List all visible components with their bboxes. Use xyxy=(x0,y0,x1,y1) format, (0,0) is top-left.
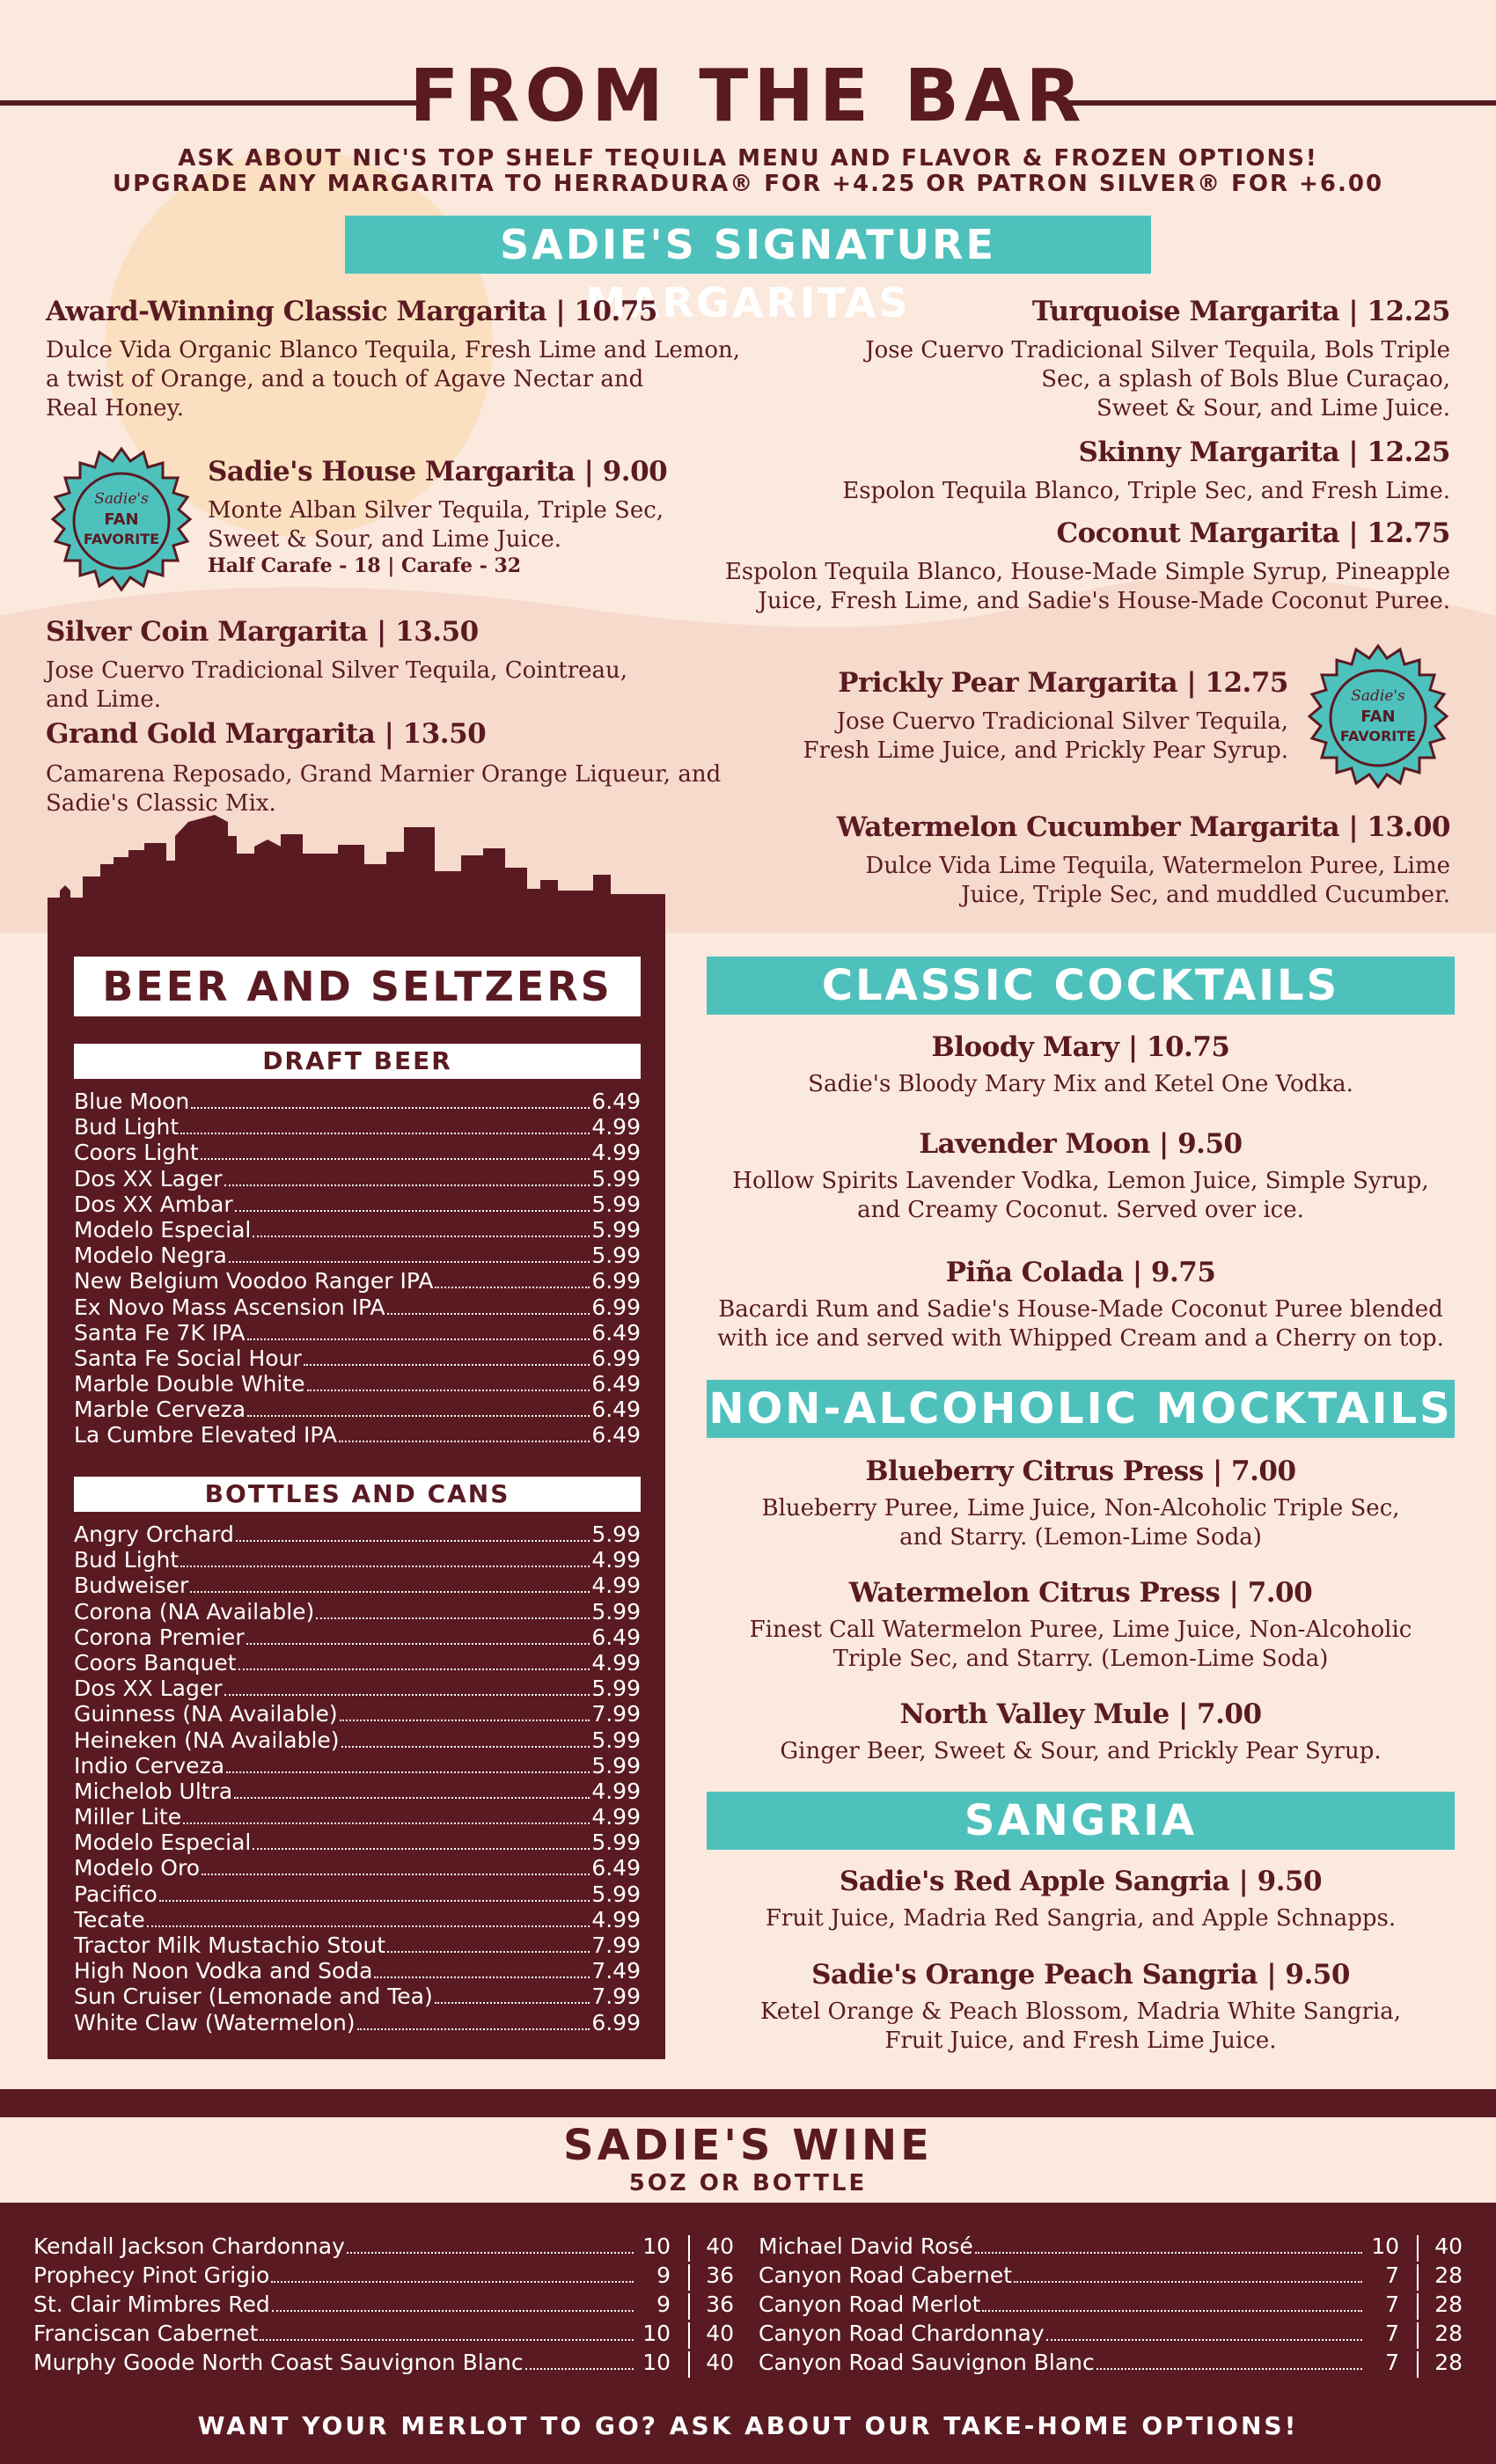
bottle-can-row xyxy=(74,1599,641,1624)
dot-leader xyxy=(387,1313,590,1315)
cocktail-item xyxy=(707,1031,1455,1099)
margarita-item xyxy=(208,456,736,577)
item-price: 6.99 xyxy=(591,1294,641,1320)
dot-leader xyxy=(347,2252,634,2254)
cocktail-title: Piña Colada | 9.75 xyxy=(945,1257,1216,1288)
item-price: 5.99 xyxy=(591,1191,641,1217)
draft-beer-row xyxy=(74,1346,641,1371)
item-price: 6.49 xyxy=(591,1624,641,1650)
bottle-can-row xyxy=(74,1830,641,1855)
margarita-item xyxy=(686,296,1450,423)
wine-name: Canyon Road Chardonnay xyxy=(759,2321,1045,2346)
item-price: 5.99 xyxy=(591,1830,641,1856)
dot-leader xyxy=(253,1848,590,1850)
dot-leader xyxy=(316,1617,590,1619)
item-price: 6.99 xyxy=(591,1345,641,1371)
cocktail-desc-line: with ice and served with Whipped Cream and a Cherry on top. xyxy=(717,1325,1444,1352)
dot-leader xyxy=(238,1668,590,1670)
draft-beer-row xyxy=(74,1320,641,1346)
wine-row xyxy=(759,2262,1463,2292)
cocktail-desc-line: Hollow Spirits Lavender Vodka, Lemon Juice, Simple Syrup, xyxy=(732,1168,1429,1194)
mocktail-desc-line: Blueberry Puree, Lime Juice, Non-Alcoholic Triple Sec, xyxy=(761,1495,1400,1522)
dot-leader xyxy=(190,1591,590,1593)
margarita-title: Silver Coin Margarita | 13.50 xyxy=(46,616,479,648)
draft-beer-row xyxy=(74,1089,641,1114)
margaritas-banner: SADIE'S SIGNATURE MARGARITAS xyxy=(345,216,1151,274)
wine-row xyxy=(33,2350,734,2379)
item-name: Ex Novo Mass Ascension IPA xyxy=(74,1294,385,1320)
dot-leader xyxy=(235,1210,590,1212)
dot-leader xyxy=(374,1976,590,1978)
bottle-can-row xyxy=(74,1624,641,1650)
badge-fan-text: FAN xyxy=(104,510,139,529)
wine-name: Canyon Road Merlot xyxy=(759,2292,981,2317)
item-price: 5.99 xyxy=(591,1727,641,1753)
item-name: Indio Cerveza xyxy=(74,1752,225,1778)
dot-leader xyxy=(341,1746,590,1748)
item-price: 5.99 xyxy=(591,1216,641,1243)
item-price: 4.99 xyxy=(591,1804,641,1830)
margarita-desc-line: Camarena Reposado, Grand Marnier Orange Liqueur, and xyxy=(46,761,722,788)
mocktail-desc-line: Triple Sec, and Starry. (Lemon-Lime Soda) xyxy=(832,1646,1329,1672)
item-name: La Cumbre Elevated IPA xyxy=(74,1422,337,1448)
dot-leader xyxy=(340,1720,590,1721)
price-divider xyxy=(688,2322,690,2349)
item-price: 6.49 xyxy=(591,1371,641,1397)
item-name: Modelo Oro xyxy=(74,1855,201,1881)
wine-row xyxy=(759,2350,1463,2379)
sangria-item xyxy=(707,1866,1455,1933)
sangria-desc-line: Ketel Orange & Peach Blossom, Madria White Sangria, xyxy=(760,1998,1401,2025)
item-name: Tecate xyxy=(74,1906,145,1932)
fan-favorite-badge xyxy=(1301,642,1456,797)
wine-bottle-price: 40 xyxy=(1434,2233,1463,2259)
bottle-can-row xyxy=(74,1907,641,1932)
badge-favorite-text: FAVORITE xyxy=(83,531,160,547)
dot-leader xyxy=(180,1566,590,1567)
dot-leader xyxy=(226,1771,590,1773)
bottles-cans-list xyxy=(74,1522,641,2035)
wine-title: SADIE'S WINE xyxy=(563,2121,933,2170)
margarita-desc-line: Monte Alban Silver Tequila, Triple Sec, xyxy=(208,497,664,524)
margarita-title: Sadie's House Margarita | 9.00 xyxy=(208,456,668,488)
margarita-title: Turquoise Margarita | 12.25 xyxy=(1031,296,1450,327)
item-price: 4.99 xyxy=(591,1649,641,1676)
dot-leader xyxy=(307,1390,590,1391)
item-price: 4.99 xyxy=(591,1906,641,1932)
item-price: 4.99 xyxy=(591,1114,641,1140)
city-skyline-icon xyxy=(48,810,665,915)
bottle-can-row xyxy=(74,1932,641,1958)
dot-leader xyxy=(387,1951,590,1953)
bottle-can-row xyxy=(74,1547,641,1573)
item-price: 5.99 xyxy=(591,1881,641,1907)
margarita-item xyxy=(46,616,776,715)
margarita-desc-line: Jose Cuervo Tradicional Silver Tequila, xyxy=(836,708,1288,735)
wine-glass-price: 7 xyxy=(1385,2350,1399,2375)
draft-beer-list xyxy=(74,1089,641,1448)
dot-leader xyxy=(271,2281,634,2283)
margarita-desc-line: Juice, Fresh Lime, and Sadie's House-Made Coconut Puree. xyxy=(758,588,1450,614)
dot-leader xyxy=(202,1874,590,1875)
mocktail-title: Watermelon Citrus Press | 7.00 xyxy=(848,1577,1313,1609)
bottle-can-row xyxy=(74,1676,641,1701)
dot-leader xyxy=(272,2310,634,2312)
mocktail-desc-line: Ginger Beer, Sweet & Sour, and Prickly Pear Syrup. xyxy=(780,1738,1382,1764)
margarita-item xyxy=(669,517,1450,616)
bottle-can-row xyxy=(74,1958,641,1984)
wine-row xyxy=(759,2233,1463,2262)
mocktail-item xyxy=(707,1577,1455,1674)
bottle-can-row xyxy=(74,1881,641,1907)
dot-leader xyxy=(224,1184,590,1186)
wine-glass-price: 7 xyxy=(1385,2262,1399,2288)
bottle-can-row xyxy=(74,1650,641,1676)
wine-footer: WANT YOUR MERLOT TO GO? ASK ABOUT OUR TAKE-HOME OPTIONS! xyxy=(197,2411,1299,2440)
wine-name: Kendall Jackson Chardonnay xyxy=(33,2233,345,2259)
sangria-title: Sadie's Red Apple Sangria | 9.50 xyxy=(839,1866,1323,1897)
draft-beer-row xyxy=(74,1217,641,1243)
item-price: 5.99 xyxy=(591,1676,641,1702)
cocktail-desc-line: Sadie's Bloody Mary Mix and Ketel One Vodka. xyxy=(808,1071,1353,1097)
margarita-title: Coconut Margarita | 12.75 xyxy=(1056,517,1450,549)
wine-bottle-price: 28 xyxy=(1434,2350,1463,2375)
bottle-can-row xyxy=(74,1727,641,1753)
mocktail-item xyxy=(707,1698,1455,1766)
item-price: 5.99 xyxy=(591,1522,641,1547)
dot-leader xyxy=(234,1797,590,1799)
wine-list-left xyxy=(33,2233,734,2379)
item-name: Heineken (NA Available) xyxy=(74,1727,340,1753)
dot-leader xyxy=(236,1540,590,1542)
item-price: 6.99 xyxy=(591,1268,641,1294)
margarita-desc-line: and Lime. xyxy=(46,686,162,713)
cocktail-item xyxy=(707,1128,1455,1225)
wine-glass-price: 10 xyxy=(642,2321,671,2346)
price-divider xyxy=(688,2293,690,2320)
wine-glass-price: 9 xyxy=(656,2262,671,2288)
item-price: 6.49 xyxy=(591,1422,641,1448)
sangria-banner: SANGRIA xyxy=(707,1792,1455,1850)
margarita-desc-line: Espolon Tequila Blanco, Triple Sec, and Fresh Lime. xyxy=(842,478,1450,504)
dot-leader xyxy=(201,1158,590,1160)
item-name: Coors Banquet xyxy=(74,1649,237,1676)
wine-row xyxy=(33,2233,734,2262)
item-name: Michelob Ultra xyxy=(74,1778,233,1804)
margarita-desc-line: Sweet & Sour, and Lime Juice. xyxy=(1096,395,1450,422)
price-divider xyxy=(688,2264,690,2291)
price-divider xyxy=(688,2235,690,2262)
item-name: Budweiser xyxy=(74,1573,189,1599)
dot-leader xyxy=(304,1364,590,1366)
dot-leader xyxy=(246,1643,590,1645)
dot-leader xyxy=(975,2252,1362,2254)
wine-bottle-price: 40 xyxy=(706,2321,734,2346)
bottle-can-row xyxy=(74,2010,641,2035)
wine-row xyxy=(33,2321,734,2350)
wine-name: Canyon Road Sauvignon Blanc xyxy=(759,2350,1095,2375)
wine-bottle-price: 28 xyxy=(1434,2321,1463,2346)
item-name: High Noon Vodka and Soda xyxy=(74,1958,373,1984)
draft-beer-row xyxy=(74,1243,641,1268)
dot-leader xyxy=(159,1900,590,1902)
item-name: Pacifico xyxy=(74,1881,158,1907)
price-divider xyxy=(1417,2293,1419,2320)
dot-leader xyxy=(180,1133,590,1134)
bottle-can-row xyxy=(74,1522,641,1547)
wine-name: Michael David Rosé xyxy=(759,2233,973,2259)
item-name: Marble Double White xyxy=(74,1371,305,1397)
margarita-item xyxy=(46,718,776,818)
bottle-can-row xyxy=(74,1753,641,1778)
margarita-desc-line: Real Honey. xyxy=(46,395,185,422)
wine-name: Murphy Goode North Coast Sauvignon Blanc xyxy=(33,2350,524,2375)
wine-glass-price: 7 xyxy=(1385,2321,1399,2346)
wine-name: Canyon Road Cabernet xyxy=(759,2262,1013,2288)
header-note-line-2: UPGRADE ANY MARGARITA TO HERRADURA® FOR +4.25 OR PATRON SILVER® FOR +6.00 xyxy=(112,171,1384,197)
margarita-desc-line: Sadie's Classic Mix. xyxy=(46,790,276,817)
item-name: New Belgium Voodoo Ranger IPA xyxy=(74,1268,434,1294)
sangria-title: Sadie's Orange Peach Sangria | 9.50 xyxy=(811,1959,1350,1991)
margarita-desc-line: a twist of Orange, and a touch of Agave Nectar and xyxy=(46,366,644,392)
wine-name: Franciscan Cabernet xyxy=(33,2321,259,2346)
wine-glass-price: 9 xyxy=(656,2292,671,2317)
margarita-desc-line: Juice, Triple Sec, and muddled Cucumber. xyxy=(961,882,1450,908)
item-price: 7.99 xyxy=(591,1932,641,1958)
margarita-desc-line: Dulce Vida Lime Tequila, Watermelon Puree, Lime xyxy=(865,853,1450,879)
wine-bottle-price: 40 xyxy=(706,2233,734,2259)
mocktail-desc-line: and Starry. (Lemon-Lime Soda) xyxy=(899,1524,1262,1551)
margarita-title: Prickly Pear Margarita | 12.75 xyxy=(838,667,1288,699)
wine-top-strip xyxy=(0,2089,1496,2117)
item-price: 7.99 xyxy=(591,1701,641,1727)
item-name: Miller Lite xyxy=(74,1804,182,1830)
dot-leader xyxy=(435,1287,590,1288)
item-name: Modelo Negra xyxy=(74,1243,227,1269)
dot-leader xyxy=(1046,2339,1362,2341)
margarita-title: Watermelon Cucumber Margarita | 13.00 xyxy=(836,811,1450,843)
item-price: 5.99 xyxy=(591,1752,641,1778)
margarita-item xyxy=(686,811,1450,910)
wine-row xyxy=(759,2292,1463,2321)
draft-beer-row xyxy=(74,1371,641,1397)
bottle-can-row xyxy=(74,1778,641,1804)
cocktail-desc-line: Bacardi Rum and Sadie's House-Made Coconut Puree blended xyxy=(718,1296,1443,1323)
price-divider xyxy=(1417,2351,1419,2378)
cocktail-title: Bloody Mary | 10.75 xyxy=(931,1031,1230,1063)
sangria-item xyxy=(707,1959,1455,2056)
wine-subtitle: 5OZ OR BOTTLE xyxy=(628,2170,868,2196)
item-price: 7.99 xyxy=(591,1984,641,2010)
margarita-desc-line: Jose Cuervo Tradicional Silver Tequila, Bols Triple xyxy=(865,337,1450,363)
item-price: 7.49 xyxy=(591,1958,641,1984)
wine-bottle-price: 36 xyxy=(706,2262,734,2288)
sangria-desc-line: Fruit Juice, and Fresh Lime Juice. xyxy=(884,2028,1277,2054)
bottle-can-row xyxy=(74,1984,641,2009)
dot-leader xyxy=(525,2368,634,2370)
draft-beer-row xyxy=(74,1294,641,1320)
item-price: 6.49 xyxy=(591,1319,641,1346)
item-name: Dos XX Lager xyxy=(74,1676,223,1702)
draft-beer-row xyxy=(74,1166,641,1192)
cocktail-item xyxy=(707,1257,1455,1353)
item-name: Santa Fe 7K IPA xyxy=(74,1319,246,1346)
draft-beer-row xyxy=(74,1192,641,1217)
carafe-note: Half Carafe - 18 | Carafe - 32 xyxy=(208,554,522,577)
mocktails-banner: NON-ALCOHOLIC MOCKTAILS xyxy=(707,1380,1455,1438)
header-note-line-1: ASK ABOUT NIC'S TOP SHELF TEQUILA MENU AND FLAVOR & FROZEN OPTIONS! xyxy=(178,145,1318,172)
margarita-item xyxy=(686,436,1450,506)
dot-leader xyxy=(1096,2368,1362,2370)
item-name: Blue Moon xyxy=(74,1089,190,1114)
item-name: Corona Premier xyxy=(74,1624,245,1650)
margarita-desc-line: Espolon Tequila Blanco, House-Made Simple Syrup, Pineapple xyxy=(724,559,1450,585)
draft-beer-row xyxy=(74,1397,641,1422)
badge-favorite-text: FAVORITE xyxy=(1339,728,1417,744)
mocktail-desc-line: Finest Call Watermelon Puree, Lime Juice, Non-Alcoholic xyxy=(749,1617,1412,1643)
item-name: Angry Orchard xyxy=(74,1522,234,1547)
dot-leader xyxy=(260,2339,634,2341)
price-divider xyxy=(688,2351,690,2378)
draft-beer-row xyxy=(74,1114,641,1140)
item-price: 4.99 xyxy=(591,1778,641,1804)
item-name: Bud Light xyxy=(74,1114,180,1140)
margarita-desc-line: Fresh Lime Juice, and Prickly Pear Syrup. xyxy=(803,737,1288,764)
wine-bottle-price: 40 xyxy=(706,2350,734,2375)
wine-glass-price: 7 xyxy=(1385,2292,1399,2317)
item-price: 5.99 xyxy=(591,1243,641,1269)
wine-name: Prophecy Pinot Grigio xyxy=(33,2262,270,2288)
item-name: Guinness (NA Available) xyxy=(74,1701,338,1727)
margarita-title: Grand Gold Margarita | 13.50 xyxy=(46,718,487,750)
item-name: Santa Fe Social Hour xyxy=(74,1345,302,1371)
item-price: 6.49 xyxy=(591,1089,641,1114)
bottle-can-row xyxy=(74,1855,641,1881)
item-name: Modelo Especial xyxy=(74,1830,252,1856)
item-price: 4.99 xyxy=(591,1547,641,1573)
margarita-desc-line: Dulce Vida Organic Blanco Tequila, Fresh Lime and Lemon, xyxy=(46,337,741,363)
dot-leader xyxy=(1014,2281,1362,2283)
sangria-desc-line: Fruit Juice, Madria Red Sangria, and Apple Schnapps. xyxy=(765,1905,1397,1932)
item-name: Tractor Milk Mustachio Stout xyxy=(74,1932,386,1958)
bottle-can-row xyxy=(74,1573,641,1598)
mocktail-title: North Valley Mule | 7.00 xyxy=(899,1698,1262,1730)
badge-script-text: Sadie's xyxy=(94,490,149,508)
margarita-desc-line: Sweet & Sour, and Lime Juice. xyxy=(208,526,562,553)
wine-row xyxy=(33,2292,734,2321)
classic-cocktails-banner: CLASSIC COCKTAILS xyxy=(707,957,1455,1015)
draft-beer-title: DRAFT BEER xyxy=(74,1044,641,1079)
item-name: White Claw (Watermelon) xyxy=(74,2009,356,2035)
bottle-can-row xyxy=(74,1804,641,1830)
wine-glass-price: 10 xyxy=(642,2233,671,2259)
item-name: Dos XX Ambar xyxy=(74,1191,233,1217)
wine-bottle-price: 36 xyxy=(706,2292,734,2317)
wine-bottle-price: 28 xyxy=(1434,2262,1463,2288)
dot-leader xyxy=(191,1107,590,1109)
item-price: 6.49 xyxy=(591,1397,641,1423)
dot-leader xyxy=(253,1236,590,1237)
dot-leader xyxy=(224,1694,590,1696)
item-name: Marble Cerveza xyxy=(74,1397,246,1423)
item-name: Coors Light xyxy=(74,1140,199,1166)
cocktail-desc-line: and Creamy Coconut. Served over ice. xyxy=(857,1197,1304,1223)
margarita-title: Award-Winning Classic Margarita | 10.75 xyxy=(46,296,657,327)
wine-row xyxy=(759,2321,1463,2350)
cocktail-title: Lavender Moon | 9.50 xyxy=(919,1128,1243,1160)
dot-leader xyxy=(435,2002,590,2004)
bottles-cans-title: BOTTLES AND CANS xyxy=(74,1477,641,1512)
badge-fan-text: FAN xyxy=(1360,708,1396,726)
wine-glass-price: 10 xyxy=(642,2350,671,2375)
price-divider xyxy=(1417,2235,1419,2262)
margarita-item xyxy=(46,296,776,423)
item-price: 5.99 xyxy=(591,1598,641,1624)
item-name: Modelo Especial xyxy=(74,1216,252,1243)
dot-leader xyxy=(339,1441,590,1442)
fan-favorite-badge xyxy=(44,445,199,600)
margarita-desc-line: Jose Cuervo Tradicional Silver Tequila, Cointreau, xyxy=(46,657,628,684)
item-name: Sun Cruiser (Lemonade and Tea) xyxy=(74,1984,433,2010)
mocktail-item xyxy=(707,1456,1455,1552)
item-name: Bud Light xyxy=(74,1547,180,1573)
draft-beer-row xyxy=(74,1268,641,1294)
dot-leader xyxy=(229,1261,590,1263)
wine-name: St. Clair Mimbres Red xyxy=(33,2292,270,2317)
item-price: 6.49 xyxy=(591,1855,641,1881)
dot-leader xyxy=(183,1822,590,1824)
margarita-title: Skinny Margarita | 12.25 xyxy=(1078,436,1450,468)
dot-leader xyxy=(982,2310,1362,2312)
item-price: 5.99 xyxy=(591,1165,641,1192)
item-price: 6.99 xyxy=(591,2009,641,2035)
wine-glass-price: 10 xyxy=(1371,2233,1399,2259)
mocktail-title: Blueberry Citrus Press | 7.00 xyxy=(865,1456,1296,1487)
dot-leader xyxy=(247,1338,590,1340)
badge-script-text: Sadie's xyxy=(1351,687,1405,705)
dot-leader xyxy=(247,1415,590,1417)
wine-list-right xyxy=(759,2233,1463,2379)
beer-section-title: BEER AND SELTZERS xyxy=(74,957,641,1016)
item-name: Dos XX Lager xyxy=(74,1165,223,1192)
wine-bottle-price: 28 xyxy=(1434,2292,1463,2317)
price-divider xyxy=(1417,2322,1419,2349)
margarita-item xyxy=(757,667,1288,766)
item-price: 4.99 xyxy=(591,1140,641,1166)
dot-leader xyxy=(147,1925,590,1927)
draft-beer-row xyxy=(74,1140,641,1165)
item-name: Corona (NA Available) xyxy=(74,1598,315,1624)
price-divider xyxy=(1417,2264,1419,2291)
dot-leader xyxy=(357,2028,590,2030)
margarita-desc-line: Sec, a splash of Bols Blue Curaçao, xyxy=(1041,366,1450,392)
item-price: 4.99 xyxy=(591,1573,641,1599)
header-note xyxy=(0,146,1496,197)
bottle-can-row xyxy=(74,1701,641,1727)
draft-beer-row xyxy=(74,1422,641,1448)
wine-row xyxy=(33,2262,734,2292)
page-title: FROM THE BAR xyxy=(409,55,1087,138)
